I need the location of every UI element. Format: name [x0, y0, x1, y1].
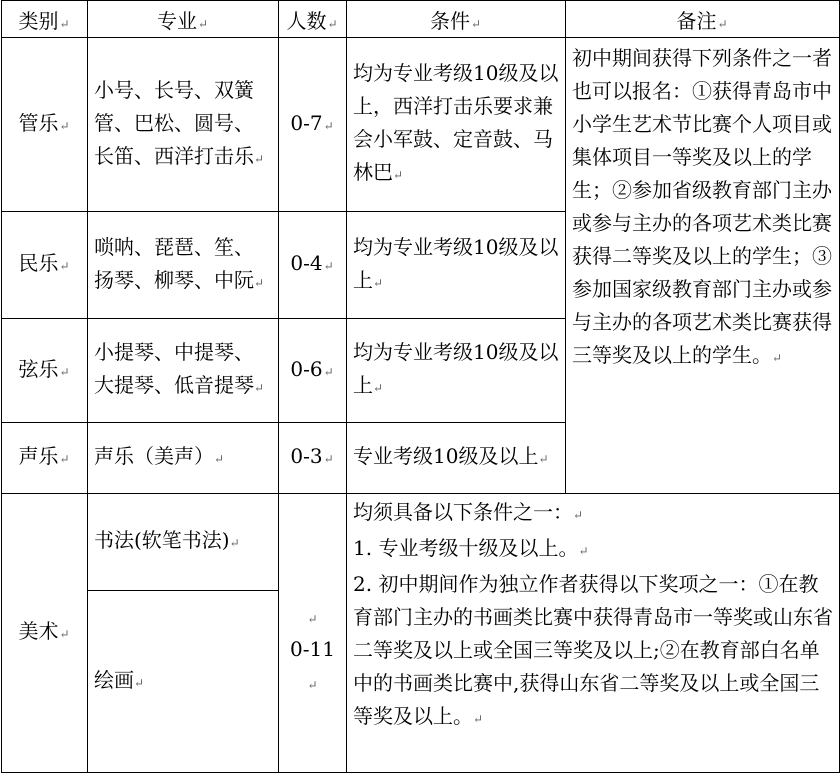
remarks-cell: 初中期间获得下列条件之一者也可以报名：①获得青岛市中小学生艺术节比赛个人项目或集体项目一等奖及以上的学生；②参加省级教育部门主办或参与主办的各项艺术类比赛获得二等奖及以上的学生；③参加国家级教育部门主办或参与主办的各项艺术类比赛获得三等奖及以上的学生。↵ — [566, 38, 840, 494]
return-mark-icon: ↵ — [473, 712, 484, 726]
return-mark-icon: ↵ — [59, 452, 70, 466]
return-mark-icon: ↵ — [373, 381, 384, 395]
count-cell: 0-6↵ — [279, 319, 347, 423]
return-mark-icon: ↵ — [307, 612, 318, 626]
return-mark-icon: ↵ — [59, 118, 70, 133]
return-mark-icon: ↵ — [717, 16, 728, 31]
return-mark-icon: ↵ — [214, 452, 225, 466]
return-mark-icon: ↵ — [254, 275, 265, 290]
header-count: 人数↵ — [279, 1, 347, 38]
return-mark-icon: ↵ — [197, 16, 209, 31]
header-conditions: 条件↵ — [347, 1, 566, 38]
return-mark-icon: ↵ — [254, 151, 265, 166]
return-mark-icon: ↵ — [59, 627, 70, 641]
category-cell: 民乐↵ — [2, 212, 88, 319]
table-row — [2, 38, 840, 212]
category-cell: 美术↵ — [2, 494, 88, 773]
major-cell: 小号、长号、双簧管、巴松、圆号、长笛、西洋打击乐↵ — [88, 38, 279, 212]
header-row — [2, 1, 840, 38]
return-mark-icon: ↵ — [229, 536, 240, 550]
return-mark-icon: ↵ — [323, 364, 334, 379]
category-cell: 声乐↵ — [2, 423, 88, 494]
major-cell: 书法(软笔书法)↵ — [88, 494, 279, 591]
conditions-cell: 均为专业考级10级及以上，西洋打击乐要求兼会小军鼓、定音鼓、马林巴↵ — [347, 38, 566, 212]
condition-line: 均须具备以下条件之一：↵ — [353, 496, 833, 532]
return-mark-icon: ↵ — [323, 452, 334, 466]
return-mark-icon: ↵ — [393, 168, 404, 182]
header-category: 类别↵ — [2, 1, 88, 38]
count-cell: 0-4↵ — [279, 212, 347, 319]
return-mark-icon: ↵ — [59, 364, 70, 379]
return-mark-icon: ↵ — [59, 16, 70, 31]
admission-table — [1, 0, 840, 773]
return-mark-icon: ↵ — [327, 16, 338, 31]
condition-line: 1. 专业考级十级及以上。↵ — [353, 532, 833, 568]
return-mark-icon: ↵ — [307, 678, 318, 692]
count-cell: 0-7↵ — [279, 38, 347, 212]
art-conditions-cell — [347, 494, 840, 773]
conditions-cell: 均为专业考级10级及以上↵ — [347, 319, 566, 423]
category-cell: 管乐↵ — [2, 38, 88, 212]
count-cell: ↵ 0-11↵ — [279, 494, 347, 773]
return-mark-icon: ↵ — [254, 381, 265, 395]
major-cell: 唢呐、琵琶、笙、扬琴、柳琴、中阮↵ — [88, 212, 279, 319]
return-mark-icon: ↵ — [373, 275, 384, 290]
conditions-cell: 均为专业考级10级及以上↵ — [347, 212, 566, 319]
table-row — [2, 494, 840, 591]
return-mark-icon: ↵ — [470, 16, 482, 31]
count-cell: 0-3↵ — [279, 423, 347, 494]
header-remarks: 备注↵ — [566, 1, 840, 38]
return-mark-icon: ↵ — [323, 118, 334, 133]
return-mark-icon: ↵ — [59, 259, 70, 273]
major-cell: 小提琴、中提琴、大提琴、低音提琴↵ — [88, 319, 279, 423]
return-mark-icon: ↵ — [134, 675, 145, 690]
major-cell: 声乐（美声）↵ — [88, 423, 279, 494]
return-mark-icon: ↵ — [772, 351, 783, 365]
return-mark-icon: ↵ — [538, 452, 549, 466]
header-major: 专业↵ — [88, 1, 279, 38]
return-mark-icon: ↵ — [578, 544, 589, 558]
conditions-cell: 专业考级10级及以上↵ — [347, 423, 566, 494]
return-mark-icon: ↵ — [323, 259, 334, 273]
return-mark-icon: ↵ — [573, 508, 584, 522]
major-cell: 绘画↵ — [88, 591, 279, 773]
category-cell: 弦乐↵ — [2, 319, 88, 423]
condition-line: 2. 初中期间作为独立作者获得以下奖项之一：①在教育部门主办的书画类比赛中获得青岛市一等奖或山东省二等奖及以上或全国三等奖及以上;②在教育部白名单中的书画类比赛中,获得山东省二等奖及以上或全国三等奖及以上。↵ — [353, 568, 833, 736]
